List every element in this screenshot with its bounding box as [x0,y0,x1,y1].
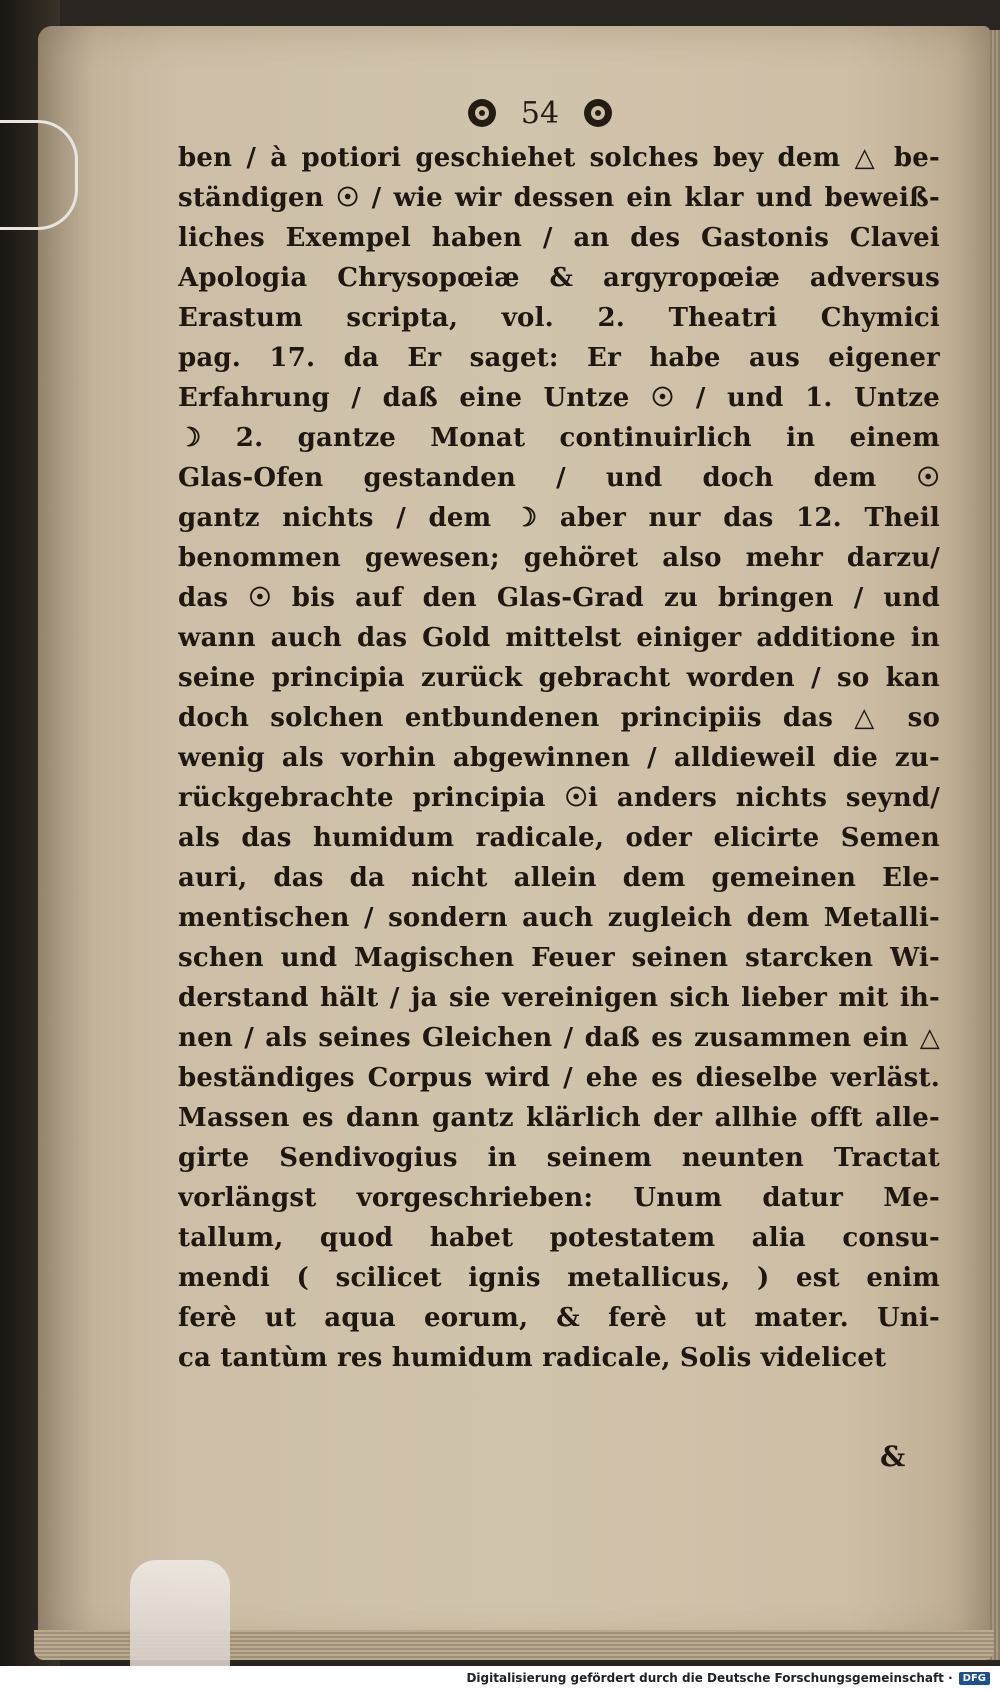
text-line: mendi ( scilicet ignis metallicus, ) est enim [178,1263,940,1293]
page-header [430,88,650,138]
text-line: derstand hält / ja sie vereinigen sich lieber mit ih- [178,983,940,1013]
text-line: das ☉ bis auf den Glas-Grad zu bringen / und [178,583,940,613]
text-line: ☽ 2. gantze Monat continuirlich in einem [178,423,940,453]
text-line: rückgebrachte principia ☉i anders nichts seynd/ [178,783,940,813]
text-line: nen / als seines Gleichen / daß es zusammen ein △ [178,1023,940,1053]
right-ornament-icon [581,96,615,130]
text-line: Apologia Chrysopœiæ & argyropœiæ adversus [178,263,940,293]
text-line: schen und Magischen Feuer seinen starcken Wi- [178,943,940,973]
text-line: auri, das da nicht allein dem gemeinen Ele- [178,863,940,893]
funding-credit: Digitalisierung gefördert durch die Deutsche Forschungsgemeinschaft · [466,1671,953,1685]
text-line: ferè ut aqua eorum, & ferè ut mater. Uni- [178,1303,940,1333]
text-line: liches Exempel haben / an des Gastonis Clavei [178,223,940,253]
text-line: als das humidum radicale, oder elicirte Semen [178,823,940,853]
text-line: girte Sendivogius in seinem neunten Tractat [178,1143,940,1173]
thumb-cover [130,1560,230,1666]
text-line: pag. 17. da Er saget: Er habe aus eigener [178,343,940,373]
text-line: ständigen ☉ / wie wir dessen ein klar und beweiß- [178,183,940,213]
dfg-logo: DFG [959,1672,990,1685]
text-line: wenig als vorhin abgewinnen / alldieweil die zu- [178,743,940,773]
text-line: Erfahrung / daß eine Untze ☉ / und 1. Untze [178,383,940,413]
text-line: mentischen / sondern auch zugleich dem Metalli- [178,903,940,933]
text-line: beständiges Corpus wird / ehe es dieselbe verläst. [178,1063,940,1093]
text-line: vorlängst vorgeschrieben: Unum datur Me- [178,1183,940,1213]
text-line: Massen es dann gantz klärlich der allhie offt alle- [178,1103,940,1133]
text-line: benommen gewesen; gehöret also mehr darzu/ [178,543,940,573]
text-line: Glas-Ofen gestanden / und doch dem ☉ [178,463,940,493]
catchword: & [880,1440,906,1473]
text-line: gantz nichts / dem ☽ aber nur das 12. Theil [178,503,940,533]
text-line: doch solchen entbundenen principiis das △ so [178,703,940,733]
text-line: wann auch das Gold mittelst einiger additione in [178,623,940,653]
body-text [178,138,940,1378]
text-line: ben / à potiori geschiehet solches bey dem △ be- [178,143,940,173]
text-line: ca tantùm res humidum radicale, Solis videlicet [178,1343,887,1373]
footer-bar [0,1666,1000,1690]
left-ornament-icon [465,96,499,130]
text-line: seine principia zurück gebracht worden / so kan [178,663,940,693]
page-clip [0,120,78,230]
text-line: tallum, quod habet potestatem alia consu- [178,1223,940,1253]
page-number: 54 [520,95,560,131]
text-line: Erastum scripta, vol. 2. Theatri Chymici [178,303,940,333]
